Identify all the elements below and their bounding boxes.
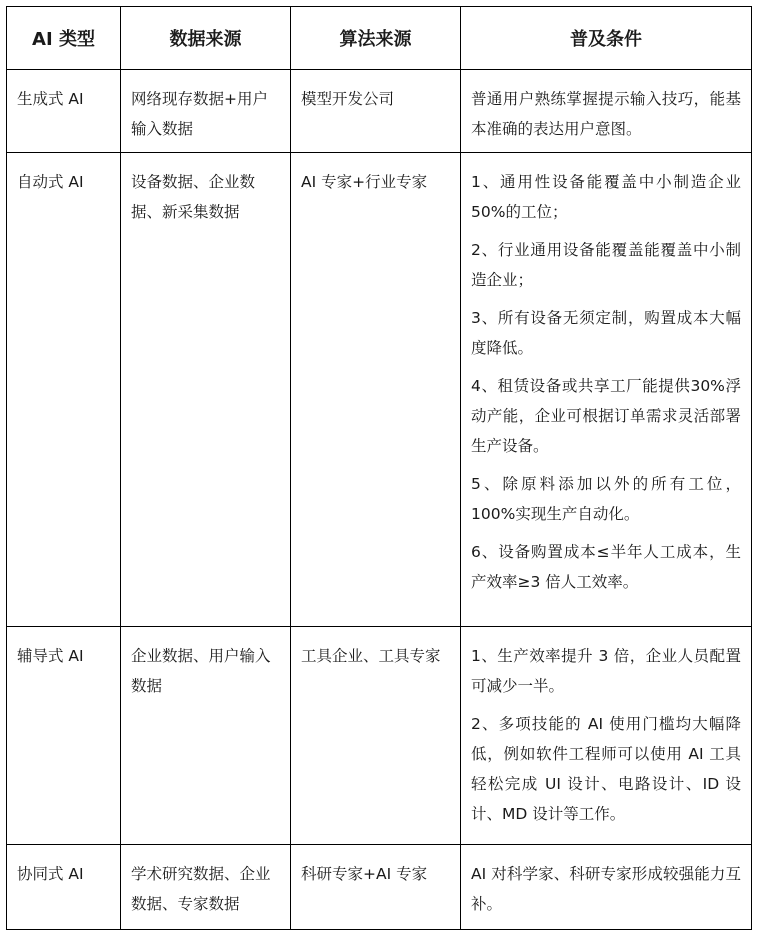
condition-item: AI 对科学家、科研专家形成较强能力互补。 <box>471 865 741 913</box>
condition-item: 1、生产效率提升 3 倍，企业人员配置可减少一半。 <box>471 647 741 695</box>
condition-item: 3、所有设备无须定制，购置成本大幅度降低。 <box>471 309 741 357</box>
condition-item: 2、多项技能的 AI 使用门槛均大幅降低，例如软件工程师可以使用 AI 工具轻松完成 UI 设计、电路设计、ID 设计、MD 设计等工作。 <box>471 715 741 823</box>
cell-algorithm-source: 模型开发公司 <box>291 70 461 153</box>
ai-types-table <box>6 6 752 930</box>
cell-algorithm-source: 科研专家+AI 专家 <box>291 845 461 930</box>
cell-ai-type: 生成式 AI <box>7 70 121 153</box>
header-row <box>7 7 752 70</box>
cell-conditions <box>461 70 752 153</box>
header-ai-type: AI 类型 <box>7 7 121 70</box>
condition-item: 4、租赁设备或共享工厂能提供30%浮动产能，企业可根据订单需求灵活部署生产设备。 <box>471 377 741 455</box>
cell-conditions <box>461 845 752 930</box>
cell-data-source: 网络现存数据+用户输入数据 <box>121 70 291 153</box>
cell-ai-type: 协同式 AI <box>7 845 121 930</box>
cell-algorithm-source: AI 专家+行业专家 <box>291 153 461 627</box>
table-row <box>7 70 752 153</box>
header-conditions: 普及条件 <box>461 7 752 70</box>
cell-ai-type: 自动式 AI <box>7 153 121 627</box>
table-row <box>7 627 752 845</box>
condition-item: 1、通用性设备能覆盖中小制造企业 50%的工位； <box>471 173 741 221</box>
cell-conditions <box>461 627 752 845</box>
condition-item: 普通用户熟练掌握提示输入技巧，能基本准确的表达用户意图。 <box>471 90 741 138</box>
cell-ai-type: 辅导式 AI <box>7 627 121 845</box>
condition-item: 6、设备购置成本≤半年人工成本，生产效率≥3 倍人工效率。 <box>471 543 741 591</box>
cell-data-source: 企业数据、用户输入数据 <box>121 627 291 845</box>
table-row <box>7 153 752 627</box>
condition-item: 5、除原料添加以外的所有工位，100%实现生产自动化。 <box>471 475 741 523</box>
cell-conditions <box>461 153 752 627</box>
header-algorithm-source: 算法来源 <box>291 7 461 70</box>
condition-item: 2、行业通用设备能覆盖能覆盖中小制造企业； <box>471 241 741 289</box>
table-row <box>7 845 752 930</box>
cell-data-source: 学术研究数据、企业数据、专家数据 <box>121 845 291 930</box>
cell-algorithm-source: 工具企业、工具专家 <box>291 627 461 845</box>
cell-data-source: 设备数据、企业数据、新采集数据 <box>121 153 291 627</box>
header-data-source: 数据来源 <box>121 7 291 70</box>
